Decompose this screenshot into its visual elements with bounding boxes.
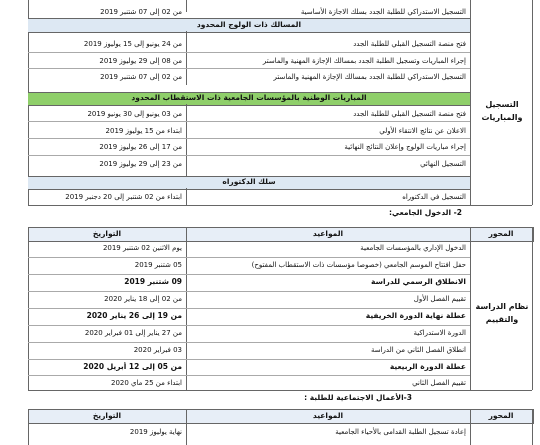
sec1-b3-date: ابتداء من 02 شتنبر إلى 20 دجنبر 2019	[65, 193, 182, 201]
sec1-b2-label: فتح منصة التسجيل القبلي للطلبة الجدد	[353, 110, 466, 118]
sec3-row-label: إعادة تسجيل الطلبة القدامى بالأحياء الجامعية	[335, 428, 466, 436]
sec1-b2-date: من 17 إلى 26 يوليوز 2019	[99, 143, 182, 151]
sec2-row-label: عطلة الدورة الربيعية	[389, 362, 466, 371]
band-limited-access-label: المسالك ذات الولوج المحدود	[196, 20, 302, 29]
sec1-b2-date: ابتداء من 15 يوليوز 2019	[105, 127, 182, 135]
sec3-col-dates: المواعيد	[312, 411, 344, 420]
sec1-b2-label: التسجيل النهائي	[420, 160, 466, 168]
sec2-row-date: 03 فبراير 2020	[133, 346, 182, 354]
sec2-axis-label: نظام الدراسة والتقييم	[475, 302, 529, 324]
sec1-b1-label: التسجيل الاستدراكي للطلبة الجدد بمسالك الإجازة المهنية والماستر	[273, 73, 466, 81]
sec2-row-date: ابتداء من 25 ماي 2020	[110, 379, 182, 387]
sec1-b1-date: من 24 يونيو إلى 15 يوليوز 2019	[83, 40, 182, 48]
band-doctorate-label: سلك الدكتوراه	[222, 177, 276, 186]
sec2-row-label: تقييم الفصل الثاني	[412, 379, 466, 387]
sec1-b3-label: التسجيل في الدكتوراه	[402, 193, 466, 201]
sec1-b2-label: إجراء مباريات الولوج وإعلان النتائج النهائية	[344, 143, 466, 151]
sec1-axis-label: التسجيل والمباريات	[481, 100, 523, 122]
band-national-contests-label: المباريات الوطنية بالمؤسسات الجامعية ذات الاستقطاب المحدود	[131, 93, 367, 102]
sec1-b1-label: إجراء المباريات وتسجيل الطلبة الجدد بمسالك الإجازة المهنية والماستر	[262, 57, 466, 65]
sec2-row-date: من 27 يناير إلى 01 فبراير 2020	[84, 329, 182, 337]
sec1-row-label: التسجيل الاستدراكي للطلبة الجدد بسلك الاجازة الأساسية	[300, 8, 466, 16]
sec2-row-label: حفل افتتاح الموسم الجامعي (خصوصا مؤسسات ذات الاستقطاب المفتوح)	[251, 261, 466, 269]
sec1-b1-date: من 08 إلى 29 يوليوز 2019	[99, 57, 182, 65]
sec3-row-date: نهاية يوليوز 2019	[129, 428, 182, 436]
section-3-title: 3-الأعمال الاجتماعية للطلبة :	[304, 393, 412, 402]
sec1-b2-label: الاعلان عن نتائج الانتقاء الأولي	[379, 127, 466, 135]
sec2-col-axis: المحور	[488, 229, 514, 238]
sec2-row-date: يوم الاثنين 02 شتنبر 2019	[102, 244, 182, 252]
sec2-row-label: عطلة نهاية الدورة الخريفية	[365, 311, 466, 320]
sec2-row-label: تقييم الفصل الأول	[413, 295, 466, 303]
sec1-row-date: من 02 إلى 07 شتنبر 2019	[100, 8, 182, 16]
sec3-col-axis: المحور	[488, 411, 514, 420]
sec1-b1-label: فتح منصة التسجيل القبلي للطلبة الجدد	[353, 40, 466, 48]
sec2-row-label: انطلاق الفصل الثاني من الدراسة	[370, 346, 466, 354]
section-2-title: 2- الدخول الجامعي:	[389, 208, 462, 217]
sec2-col-dates: المواعيد	[312, 229, 344, 238]
sec2-row-label: الدورة الاستدراكية	[413, 329, 466, 337]
sec2-row-date: 05 شتنبر 2019	[134, 261, 182, 269]
sec1-b1-date: من 02 إلى 07 شتنبر 2019	[100, 73, 182, 81]
sec2-row-label: الانطلاق الرسمي للدراسة	[371, 277, 466, 286]
sec1-b2-date: من 03 يونيو إلى 30 يونيو 2019	[87, 110, 182, 118]
sec1-b2-date: من 23 إلى 29 يوليوز 2019	[99, 160, 182, 168]
sec2-row-date: 09 شتنبر 2019	[124, 277, 182, 286]
sec2-row-date: من 19 إلى 26 يناير 2020	[86, 311, 182, 320]
sec2-row-date: من 02 إلى 18 يناير 2020	[104, 295, 182, 303]
sec3-col-times: التواريخ	[92, 411, 122, 420]
sec2-col-times: التواريخ	[92, 229, 122, 238]
sec2-row-date: من 05 إلى 12 أبريل 2020	[83, 362, 182, 371]
sec2-row-label: الدخول الإداري بالمؤسسات الجامعية	[360, 244, 466, 252]
